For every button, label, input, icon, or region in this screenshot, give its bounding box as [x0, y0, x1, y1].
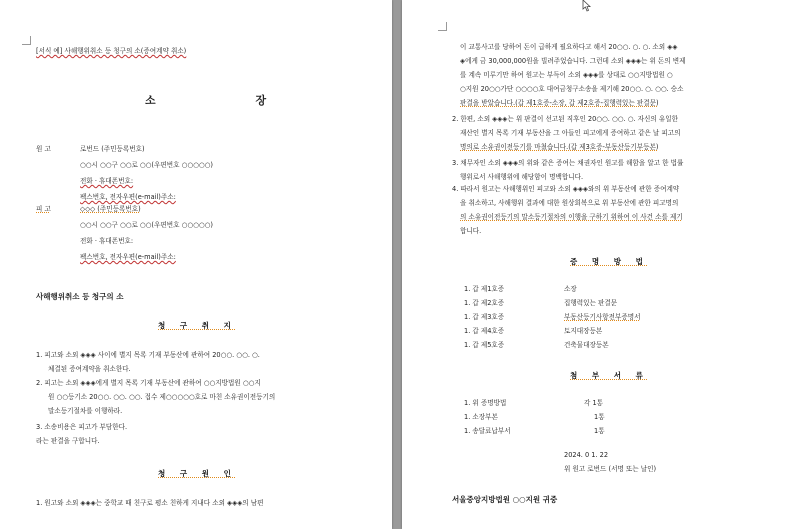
claim-heading: 청 구 취 지 — [158, 321, 237, 330]
margin-mark — [438, 22, 447, 31]
cause-line: 3. 채무자인 소외 ◈◈◈의 위와 같은 증여는 채권자인 원고를 해함을 알고 한 법률 — [452, 159, 684, 167]
cause-line: ○지원 20○○가단 ○○○○호 대여금청구소송을 제기해 20○○. ○. ○○. 승소 — [460, 85, 684, 93]
court-name: 서울중앙지방법원 ○○지원 귀중 — [452, 495, 558, 504]
evidence-desc: 토지대장등본 — [564, 327, 603, 335]
page-gap — [392, 0, 402, 529]
attachment-item: 1. 송달료납부서 — [464, 427, 511, 435]
cause-line: 의 소유권이전등기의 말소등기절차의 이행을 구하기 위하여 이 사건 소를 제기 — [460, 213, 683, 221]
mouse-pointer-icon — [582, 0, 592, 12]
filing-date: 2024. 0 1. 22 — [564, 451, 609, 459]
evidence-desc: 부동산등기사항전부증명서 — [564, 313, 641, 321]
claim-line: 라는 판결을 구합니다. — [36, 437, 100, 445]
cause-line: ◈에게 금 30,000,000원을 빌려주었습니다. 그런데 소외 ◈◈◈는 위 돈의 변제 — [460, 57, 686, 65]
evidence-desc: 집행력있는 판결문 — [564, 299, 618, 307]
cause-line: 이 교통사고를 당하여 돈이 급하게 필요하다고 해서 20○○. ○. ○. 소외 ◈◈ — [460, 43, 678, 51]
plaintiff-phone: 전화 · 휴대폰번호: — [80, 177, 134, 185]
plaintiff-fax-email: 팩스번호, 전자우편(e-mail)주소: — [80, 193, 176, 201]
evidence-no: 1. 갑 제4호증 — [464, 327, 505, 335]
claim-line: 체결된 증여계약을 취소한다. — [48, 365, 131, 373]
cause-line: 판결을 받았습니다.(갑 제1호증-소장, 갑 제2호증-집행력있는 판결문) — [460, 99, 659, 107]
cause-line: 명의로 소유권이전등기를 마쳤습니다.(갑 제3호증-부동산등기부등본) — [460, 143, 659, 151]
cause-line: 4. 따라서 원고는 사해행위인 피고와 소외 ◈◈◈와의 위 부동산에 관한 증여계약 — [452, 185, 680, 193]
case-title: 사해행위취소 등 청구의 소 — [36, 292, 124, 301]
cause-line: 2. 한편, 소외 ◈◈◈는 위 판결이 선고된 직후인 20○○. ○○. ○. 자신의 유일한 — [452, 115, 678, 123]
attachment-item: 1. 소장부본 — [464, 413, 498, 421]
cause-line: 합니다. — [460, 227, 482, 235]
cause-line: 재산인 별지 목록 기재 부동산을 그 아들인 피고에게 증여하고 같은 날 피고의 — [460, 129, 681, 137]
cause-line: 1. 원고와 소외 ◈◈◈는 중학교 때 친구로 평소 친하게 지내다 소외 ◈◈◈의 남편 — [36, 499, 264, 507]
form-label: [서식 예] 사해행위취소 등 청구의 소(증여계약 취소) — [36, 47, 187, 55]
plaintiff-address: ○○시 ○○구 ○○로 ○○(우편번호 ○○○○○) — [80, 161, 213, 169]
cause-line: 를 계속 미루기만 하여 원고는 부득이 소외 ◈◈◈를 상대로 ○○지방법원 ○ — [460, 71, 673, 79]
defendant-address: ○○시 ○○구 ○○로 ○○(우편번호 ○○○○○) — [80, 221, 213, 229]
document-page-left[interactable] — [0, 0, 392, 529]
attachment-qty: 1통 — [594, 413, 605, 421]
claim-line: 원 ○○등기소 20○○. ○○. ○○. 접수 제○○○○○호로 마친 소유권이전등기의 — [48, 393, 276, 401]
signer-line: 위 원고 로번드 (서명 또는 날인) — [564, 465, 657, 473]
evidence-no: 1. 갑 제1호증 — [464, 285, 505, 293]
evidence-no: 1. 갑 제3호증 — [464, 313, 505, 321]
margin-mark — [22, 36, 31, 45]
evidence-desc: 건축물대장등본 — [564, 341, 609, 349]
attachment-qty: 1통 — [594, 427, 605, 435]
claim-line: 1. 피고와 소외 ◈◈◈ 사이에 별지 목록 기재 부동산에 관하여 20○○. ○○. ○. — [36, 351, 260, 359]
claim-line: 말소등기절차를 이행하라. — [48, 407, 123, 415]
claim-line: 3. 소송비용은 피고가 부담한다. — [36, 423, 128, 431]
claim-line: 2. 피고는 소외 ◈◈◈에게 별지 목록 기재 부동산에 관하여 ○○지방법원 ○○지 — [36, 379, 261, 387]
cause-heading: 청 구 원 인 — [158, 469, 237, 478]
attachment-qty: 각 1통 — [584, 399, 604, 407]
plaintiff-role: 원 고 — [36, 145, 51, 153]
plaintiff-name: 로번드 (주민등록번호) — [80, 145, 145, 153]
evidence-desc: 소장 — [564, 285, 577, 293]
evidence-heading: 증 명 방 법 — [570, 257, 649, 266]
defendant-fax-email: 팩스번호, 전자우편(e-mail)주소: — [80, 253, 176, 261]
evidence-no: 1. 갑 제5호증 — [464, 341, 505, 349]
defendant-role: 피 고 — [36, 205, 51, 213]
attachment-item: 1. 위 증명방법 — [464, 399, 507, 407]
attach-heading: 첨 부 서 류 — [570, 371, 649, 380]
evidence-no: 1. 갑 제2호증 — [464, 299, 505, 307]
cause-line: 을 취소하고, 사해행위 결과에 대한 원상회복으로 위 부동산에 관한 피고명의 — [460, 199, 679, 207]
document-title: 소 장 — [145, 94, 315, 107]
document-page-right[interactable] — [402, 0, 800, 529]
defendant-name: ◇◇◇ (주민등록번호) — [80, 205, 141, 213]
cause-line: 행위로서 사해행위에 해당함이 명백합니다. — [460, 173, 584, 181]
defendant-phone: 전화 · 휴대폰번호: — [80, 237, 134, 245]
